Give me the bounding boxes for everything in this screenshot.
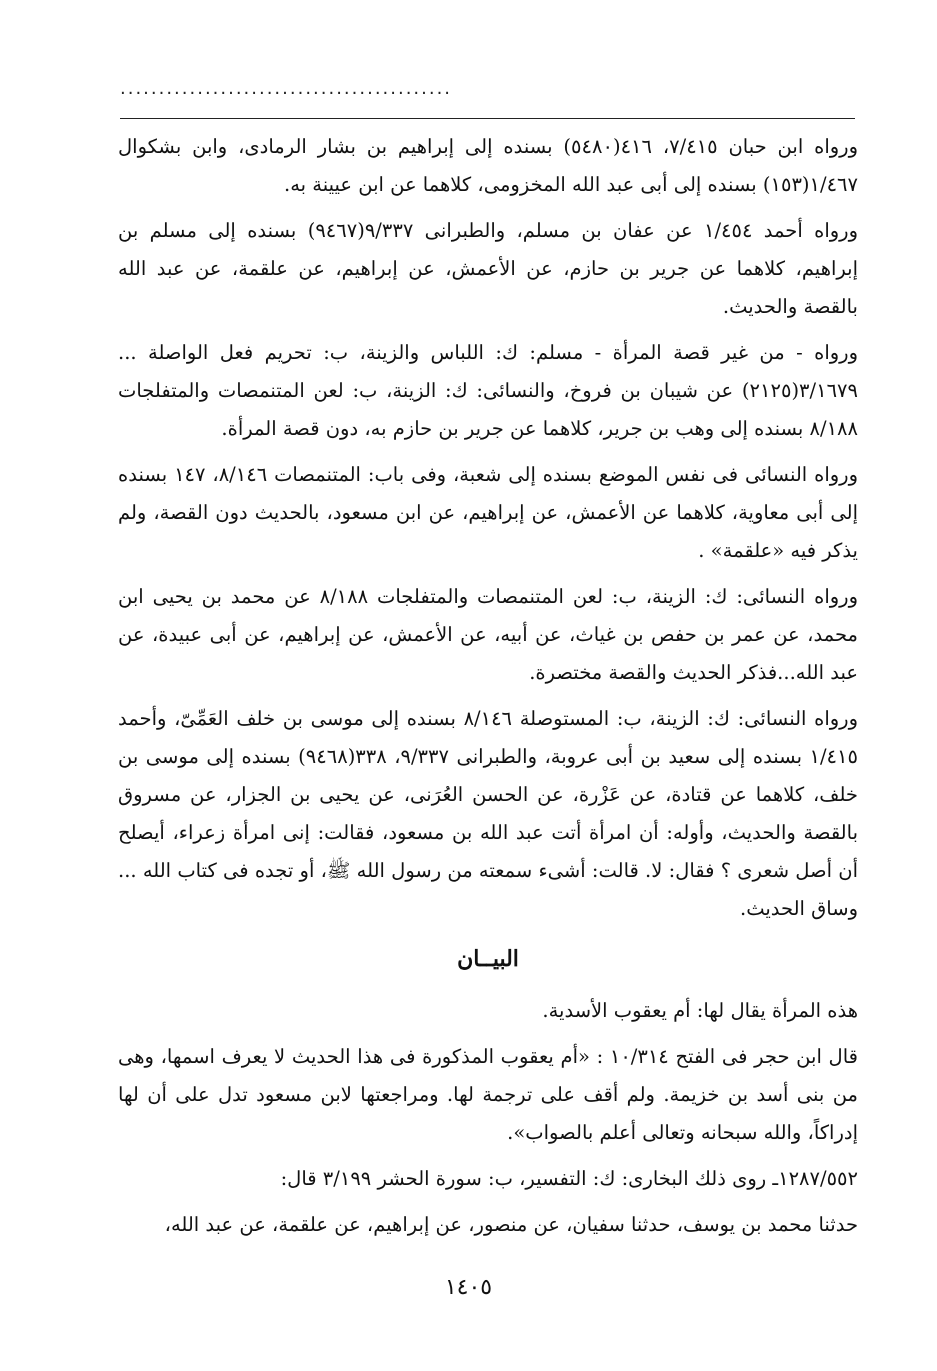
paragraph-muslim: ورواه - من غير قصة المرأة - مسلم: ك: اللباس والزينة، ب: تحريم فعل الواصلة ... ٣/١٦٧٩(٢١٢٥) عن شيبان بن فروخ، والنسائى: ك: الزينة، ب: لعن المتنمصات والمتفلجات ٨/١٨٨ بسنده إلى وهب بن جرير، كلاهما عن جرير بن حازم به، دون قصة المرأة. — [118, 341, 858, 440]
page-number: ١٤٠٥ — [444, 1275, 493, 1300]
paragraph-nasai-3: ورواه النسائى: ك: الزينة، ب: المستوصلة ٨/١٤٦ بسنده إلى موسى بن خلف العَمِّىّ، وأحمد ١/٤١٥ بسنده إلى سعيد بن أبى عروبة، والطبرانى ٩/٣٣٧، ٣٣٨(٩٤٦٨) بسنده إلى موسى بن خلف، كلاهما عن قتادة، عن عَزْرة، عن الحسن العُرَنى، عن يحيى بن الجزار، عن مسروق بالقصة والحديث، وأوله: أن امرأة أتت عبد الله بن مسعود، فقالت: إنى امرأة زعراء، أيصلح أن أصل شعرى ؟ فقال: لا. قالت: أشىء سمعته من رسول الله ﷺ، أو تجده فى كتاب الله ... وساق الحديث. — [118, 707, 858, 920]
main-text — [118, 128, 858, 1252]
header-dotted-line: ........................................... — [120, 78, 453, 99]
paragraph-bukhari: ١٢٨٧/٥٥٢ـ روى ذلك البخارى: ك: التفسير، ب: سورة الحشر ٣/١٩٩ قال: — [280, 1167, 858, 1190]
paragraph-isnad: حدثنا محمد بن يوسف، حدثنا سفيان، عن منصور، عن إبراهيم، عن علقمة، عن عبد الله، — [164, 1213, 858, 1236]
paragraph-nasai-2: ورواه النسائى: ك: الزينة، ب: لعن المتنمصات والمتفلجات ٨/١٨٨ عن محمد بن يحيى ابن محمد، عن عمر بن حفص بن غياث، عن أبيه، عن الأعمش، عن إبراهيم، عن أبى عبيدة، عن عبد الله...فذكر الحديث والقصة مختصرة. — [118, 585, 858, 684]
paragraph-woman-name: هذه المرأة يقال لها: أم يعقوب الأسدية. — [542, 999, 858, 1022]
header-rule — [120, 118, 855, 119]
section-title: البيــان — [457, 946, 519, 972]
paragraph-ibn-hajar: قال ابن حجر فى الفتح ١٠/٣١٤ : «أم يعقوب المذكورة فى هذا الحديث لا يعرف اسمها، وهى من بنى أسد بن خزيمة. ولم أقف على ترجمة لها. ومراجعتها لابن مسعود تدل على أن لها إدراكاً، والله سبحانه وتعالى أعلم بالصواب». — [118, 1045, 858, 1144]
paragraph-nasai-1: ورواه النسائى فى نفس الموضع بسنده إلى شعبة، وفى باب: المتنمصات ٨/١٤٦، ١٤٧ بسنده إلى أبى معاوية، كلاهما عن الأعمش، عن إبراهيم، عن ابن مسعود، بالحديث دون القصة، ولم يذكر فيه «علقمة» . — [118, 463, 858, 562]
paragraph-ibn-hibban: ورواه ابن حبان ٧/٤١٥، ٤١٦(٥٤٨٠) بسنده إلى إبراهيم بن بشار الرمادى، وابن بشكوال ١/٤٦٧(١٥٣) بسنده إلى أبى عبد الله المخزومى، كلاهما عن ابن عيينة به. — [118, 135, 858, 196]
paragraph-ahmad: ورواه أحمد ١/٤٥٤ عن عفان بن مسلم، والطبرانى ٩/٣٣٧(٩٤٦٧) بسنده إلى مسلم بن إبراهيم، كلاهما عن جرير بن حازم، عن الأعمش، عن إبراهيم، عن علقمة، عن عبد الله بالقصة والحديث. — [118, 219, 858, 318]
